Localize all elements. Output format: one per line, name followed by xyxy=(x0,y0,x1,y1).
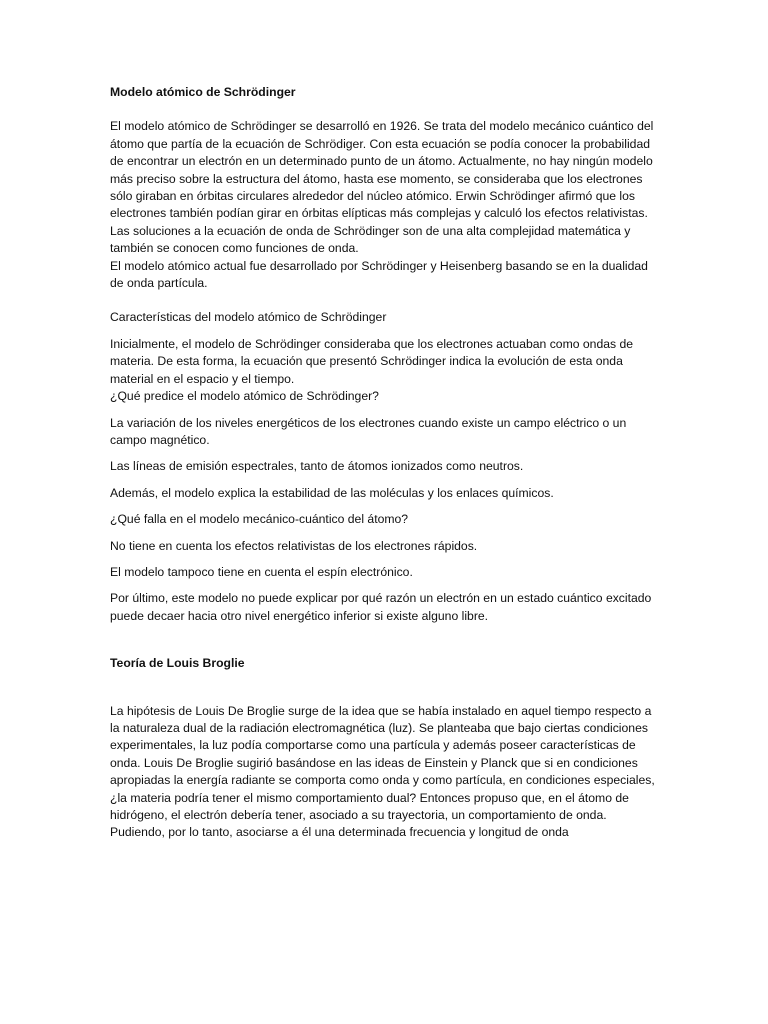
spacer xyxy=(110,292,658,309)
document-body xyxy=(110,84,658,842)
spacer xyxy=(110,327,658,336)
spacer xyxy=(110,476,658,485)
section-broglie-text: La hipótesis de Louis De Broglie surge de la idea que se había instalado en aquel tiempo respecto a la naturaleza dual de la radiación electromagnética (luz). Se planteaba que bajo ciertas condiciones experimentales, la luz podía comportarse como una partícula y además poseer características de onda. Louis De Broglie sugirió basándose en las ideas de Einstein y Planck que si en condiciones apropiadas la energía radiante se comporta como onda y como partícula, en condiciones especiales, ¿la materia podría tener el mismo comportamiento dual? Entonces propuso que, en el átomo de hidrógeno, el electrón debería tener, asociado a su trayectoria, un comportamiento de onda. Pudiendo, por lo tanto, asociarse a él una determinada frecuencia y longitud de onda xyxy=(110,703,655,840)
spacer xyxy=(110,673,658,703)
section-characteristics-title: Características del modelo atómico de Schrödinger xyxy=(110,310,387,325)
spacer xyxy=(110,502,658,511)
spacer xyxy=(110,101,658,118)
section-prediction-question: ¿Qué predice el modelo atómico de Schrödinger? xyxy=(110,389,379,404)
spacer xyxy=(110,406,658,415)
section-broglie-title: Teoría de Louis Broglie xyxy=(110,656,245,671)
spacer xyxy=(110,529,658,538)
failure-question: ¿Qué falla en el modelo mecánico-cuántico del átomo? xyxy=(110,512,409,527)
prediction-item: La variación de los niveles energéticos de los electrones cuando existe un campo eléctrico o un campo magnético. xyxy=(110,415,627,447)
spacer xyxy=(110,449,658,458)
failure-item: El modelo tampoco tiene en cuenta el espín electrónico. xyxy=(110,564,413,579)
failure-item: No tiene en cuenta los efectos relativistas de los electrones rápidos. xyxy=(110,538,478,553)
spacer xyxy=(110,555,658,564)
prediction-item: Las líneas de emisión espectrales, tanto de átomos ionizados como neutros. xyxy=(110,459,524,474)
prediction-item: Además, el modelo explica la estabilidad de las moléculas y los enlaces químicos. xyxy=(110,485,554,500)
intro-paragraph-2: El modelo atómico actual fue desarrollado por Schrödinger y Heisenberg basando se en la dualidad de onda partícula. xyxy=(110,258,648,291)
intro-paragraph: El modelo atómico de Schrödinger se desarrolló en 1926. Se trata del modelo mecánico cuántico del átomo que partía de la ecuación de Schrödiger. Con esta ecuación se podía conocer la probabilidad de encontrar un electrón en un determinado punto de un átomo. Actualmente, no hay ningún modelo más preciso sobre la estructura del átomo, hasta ese momento, se consideraba que los electrones sólo giraban en órbitas circulares alrededor del núcleo atómico. Erwin Schrödinger afirmó que los electrones también podían girar en órbitas elípticas más complejas y calculó los efectos relativistas. Las soluciones a la ecuación de onda de Schrödinger son de una alta complejidad matemática y también se conocen como funciones de onda. xyxy=(110,119,654,256)
section-characteristics-text: Inicialmente, el modelo de Schrödinger consideraba que los electrones actuaban como ondas de materia. De esta forma, la ecuación que presentó Schrödinger indica la evolución de esta onda material en el espacio y el tiempo. xyxy=(110,336,634,386)
failure-item: Por último, este modelo no puede explicar por qué razón un electrón en un estado cuántico excitado puede decaer hacia otro nivel energético inferior si existe alguno libre. xyxy=(110,591,652,623)
spacer xyxy=(110,581,658,590)
spacer xyxy=(110,625,658,655)
document-title: Modelo atómico de Schrödinger xyxy=(110,85,296,99)
